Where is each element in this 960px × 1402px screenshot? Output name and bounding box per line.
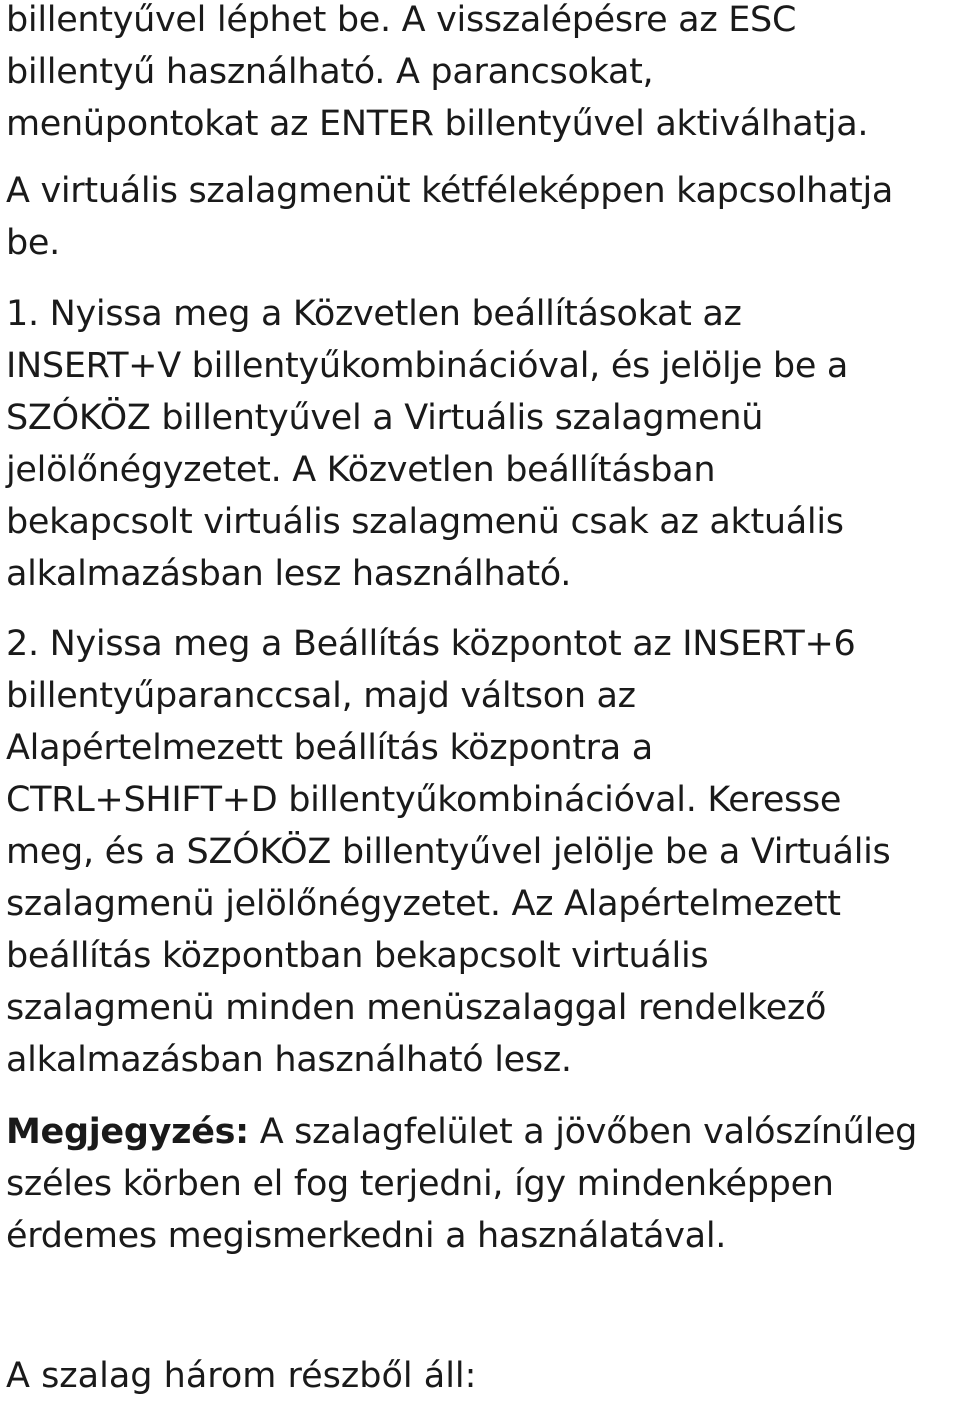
text-line: A virtuális szalagmenüt kétféleképpen kapcsolhatja: [6, 171, 894, 211]
text-line: jelölőnégyzetet. A Közvetlen beállításban: [6, 450, 716, 490]
text-line: SZÓKÖZ billentyűvel a Virtuális szalagmenü: [6, 398, 764, 438]
intro-paragraph: [6, 0, 868, 150]
note-first-line: [6, 1106, 917, 1158]
text-line: INSERT+V billentyűkombinációval, és jelölje be a: [6, 346, 849, 386]
text-line: széles körben el fog terjedni, így mindenképpen: [6, 1164, 834, 1204]
text-line: menüpontokat az ENTER billentyűvel aktiválhatja.: [6, 104, 869, 144]
section-heading: A szalag három részből áll:: [6, 1356, 477, 1396]
text-line: alkalmazásban lesz használható.: [6, 554, 572, 594]
text-line: billentyűparanccsal, majd váltson az: [6, 676, 636, 716]
option-2-paragraph: [6, 618, 891, 1086]
howto-paragraph: [6, 165, 893, 269]
text-line: 2. Nyissa meg a Beállítás központot az INSERT+6: [6, 624, 856, 664]
text-line: billentyűvel léphet be. A visszalépésre az ESC: [6, 0, 797, 40]
text-line: CTRL+SHIFT+D billentyűkombinációval. Keresse: [6, 780, 842, 820]
text-line: beállítás központban bekapcsolt virtuális: [6, 936, 709, 976]
text-line: szalagmenü jelölőnégyzetet. Az Alapértelmezett: [6, 884, 841, 924]
text-line: érdemes megismerkedni a használatával.: [6, 1216, 727, 1256]
note-first-line-text: A szalagfelület a jövőben valószínűleg: [248, 1112, 918, 1152]
option-1-paragraph: [6, 288, 848, 600]
text-line: billentyű használható. A parancsokat,: [6, 52, 654, 92]
text-line: szalagmenü minden menüszalaggal rendelkező: [6, 988, 827, 1028]
text-line: meg, és a SZÓKÖZ billentyűvel jelölje be a Virtuális: [6, 832, 891, 872]
text-line: alkalmazásban használható lesz.: [6, 1040, 572, 1080]
text-line: be.: [6, 223, 60, 263]
text-line: Alapértelmezett beállítás központra a: [6, 728, 653, 768]
text-line: 1. Nyissa meg a Közvetlen beállításokat az: [6, 294, 742, 334]
note-paragraph: [6, 1106, 917, 1262]
text-line: bekapcsolt virtuális szalagmenü csak az aktuális: [6, 502, 844, 542]
note-label: Megjegyzés:: [6, 1112, 249, 1152]
